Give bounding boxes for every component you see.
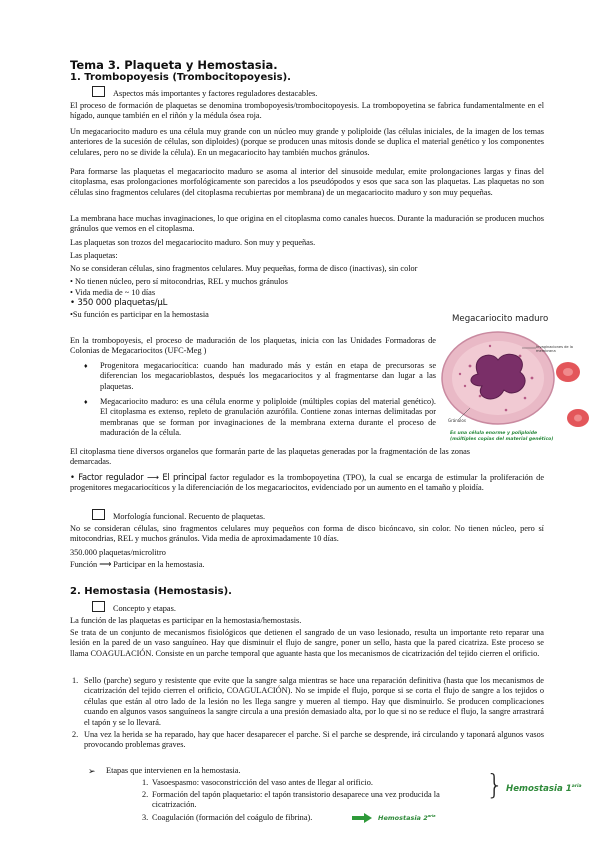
paragraph: No se consideran células, sino fragmentos celulares muy pequeños con forma de disco bicóncavo, sin color. No tienen núcleo, pero sí mitocondrias, REL y muchos gránulos. Vida media de aproximadamente 10 días. bbox=[70, 524, 544, 544]
caption-line: Es una célula enorme y poliploide bbox=[450, 431, 538, 436]
stages-intro: Etapas que intervienen en la hemostasia. bbox=[106, 766, 241, 775]
figure-caption bbox=[450, 431, 553, 443]
section-heading-trombopoyesis: 1. Trombopoyesis (Trombocitopoyesis). bbox=[70, 72, 291, 83]
paragraph: Se trata de un conjunto de mecanismos fisiológicos que detienen el sangrado de un vaso lesionado, resulta un importante reto reparar una lesión en la pared de un vaso sanguíneo. Hay que disminuir el flujo de sangre, poner un sello, hasta que la pared cicatriza. Este proceso se llama COAGULACIÓN. Consiste en un parche temporal que aguante hasta que los mecanismos de cicatrización del tejido cierren el orificio. bbox=[70, 628, 544, 658]
hemostasia-secundaria-label: Hemostasia $2^{aria}$ bbox=[378, 814, 436, 823]
paragraph: Función ⟶ Participar en la hemostasia. bbox=[70, 560, 205, 569]
megakaryocyte-figure bbox=[440, 314, 592, 454]
paragraph: Las plaquetas: bbox=[70, 251, 118, 260]
figure-title: Megacariocito maduro bbox=[452, 314, 549, 324]
list-item: Formación del tapón plaquetario: el tapón transistorio desaparece una vez producida la cicatrización. bbox=[152, 790, 440, 810]
checkbox-icon bbox=[92, 86, 105, 97]
paragraph: En la trombopoyesis, el proceso de maduración de los plaquetas, inicia con las Unidades Formadoras de Colonias de Megacariocitos (UFC-Meg ) bbox=[70, 336, 436, 356]
note-morphology: Morfología funcional. Recuento de plaquetas. bbox=[92, 509, 265, 521]
platelet-bullet-list bbox=[70, 276, 288, 320]
factor-text: factor regulador es la trombopoyetina (TPO), la cual se encarga de estimular la proliferación de progenitores megacariocíticos y la diferenciación de los megacariocitos, evidenciado por un aumento en el tamaño y ploidía. bbox=[70, 473, 545, 493]
diamond-bullet-icon: ♦ bbox=[84, 398, 88, 406]
list-item: Megacariocito maduro: es una célula enorme y poliploide (múltiples copias del material genético). El citoplasma es extenso, repleto de granulación azurófila. Contiene zonas internas delimitadas por membranas que se forman por invaginaciones de la membrana externa durante el proceso de maduración de la célula. bbox=[100, 397, 436, 438]
paragraph: La membrana hace muchas invaginaciones, lo que origina en el citoplasma como canales huecos. Durante la maduración se producen muchos gránulos que vemos en el citoplasma. bbox=[70, 214, 544, 234]
paragraph: No se consideran células, sino fragmentos celulares. Muy pequeñas, forma de disco (inactivas), sin color bbox=[70, 264, 418, 273]
hemostasia-primaria-label: Hemostasia $1^{aria}$ bbox=[506, 784, 582, 794]
note-concept: Concepto y etapas. bbox=[92, 601, 176, 613]
brace-icon: } bbox=[486, 768, 504, 801]
list-item: Coagulación (formación del coágulo de fibrina). bbox=[152, 813, 313, 822]
list-item: • Vida media de ~ 10 días bbox=[70, 288, 156, 297]
list-number: 3. bbox=[142, 813, 149, 822]
page-title: Tema 3. Plaqueta y Hemostasia. bbox=[70, 58, 278, 72]
green-arrow-icon bbox=[352, 813, 372, 823]
checkbox-icon bbox=[92, 601, 105, 612]
diamond-bullet-icon: ♦ bbox=[84, 362, 88, 370]
list-item: Progenitora megacariocítica: cuando han madurado más y están en etapa de precursoras se diferencian los megacarioblastos, después los megacariocitos y al fragmentarse dan lugar a las plaquetas. bbox=[100, 361, 436, 391]
paragraph: El proceso de formación de plaquetas se denomina trombopoyesis/trombocitopoyesis. La trombopoyetina se fabrica fundamentalmente en el hígado, aunque también en el riñón y la médula ósea roja. bbox=[70, 101, 544, 121]
list-item: Sello (parche) seguro y resistente que evite que la sangre salga mientras se hace una reparación definitiva (hasta que los mecanismos de cicatrización del tejido cierren el orificio, COAGULACIÓN). No se impide el flujo, porque si se corta el flujo de sangre a los tejidos o células que están al otro lado de la lesión no les llega sangre y mueren al tiempo. Hay que disminuirlo. Se producen complicaciones cuando en algunos vasos sanguíneos la sangre circula a una presión demasiado alta, por lo que si no se reduce el flujo, la sangre arrastrará el tapón y se lo llevará. bbox=[84, 676, 544, 727]
list-item: • No tienen núcleo, pero sí mitocondrias, REL y muchos gránulos bbox=[70, 277, 288, 286]
caption-line: (múltiples copias del material genético) bbox=[450, 437, 554, 442]
list-number: 2. bbox=[142, 790, 149, 799]
paragraph: La función de las plaquetas es participar en la hemostasia/hemostasis. bbox=[70, 616, 302, 625]
label-membrane: Invaginaciones de la membrana bbox=[536, 345, 573, 353]
list-item: • 350 000 plaquetas/µL bbox=[70, 298, 168, 308]
paragraph: Para formarse las plaquetas el megacariocito maduro se asoma al interior del sinusoide medular, emite prolongaciones largas y finas del citoplasma, esas prolongaciones morfológicamente son parecidos a los pseudópodos y esos que saca son las plaquetas. Las plaquetas no son células sino fragmentos celulares (del citoplasma recubiertas por membrana) de un megacariocito maduro y son muy pequeñas. bbox=[70, 167, 544, 197]
paragraph: 350.000 plaquetas/microlitro bbox=[70, 548, 166, 557]
paragraph: El citoplasma tiene diversos organelos que formarán parte de las plaquetas generadas por la fragmentación de las zonas demarcadas. bbox=[70, 447, 470, 467]
paragraph: Las plaquetas son trozos del megacariocito maduro. Son muy y pequeñas. bbox=[70, 238, 316, 247]
arrow-bullet-icon: ➢ bbox=[88, 766, 96, 776]
list-number: 1. bbox=[72, 676, 79, 685]
list-item: •Su función es participar en la hemostasia bbox=[70, 310, 209, 319]
paragraph: Un megacariocito maduro es una célula muy grande con un núcleo muy grande y poliploide (las células iniciales, de la imagen de los temas anteriores de la sucesión de células, son diploides) (porque se producen unas mitosis donde se duplica el material genético y los componentes celulares, pero no se divide la célula). En un megacariocito hay también muchos gránulos. bbox=[70, 127, 544, 157]
checkbox-icon bbox=[92, 509, 105, 520]
factor-lead: • Factor regulador ⟶ El principal bbox=[70, 472, 207, 482]
label-granules: Gránulos bbox=[448, 418, 466, 423]
list-item: Una vez la herida se ha reparado, hay que hacer desaparecer el parche. Si el parche se desprende, irá circulando y taponará algunos vasos provocando problemas graves. bbox=[84, 730, 544, 750]
section-heading-hemostasia: 2. Hemostasia (Hemostasis). bbox=[70, 586, 232, 597]
list-number: 2. bbox=[72, 730, 79, 739]
note-aspects: Aspectos más importantes y factores reguladores destacables. bbox=[92, 86, 317, 98]
list-item: Vasoespasmo: vasoconstricción del vaso antes de llegar al orificio. bbox=[152, 778, 373, 787]
paragraph-factor-regulador bbox=[70, 472, 544, 494]
list-number: 1. bbox=[142, 778, 149, 787]
